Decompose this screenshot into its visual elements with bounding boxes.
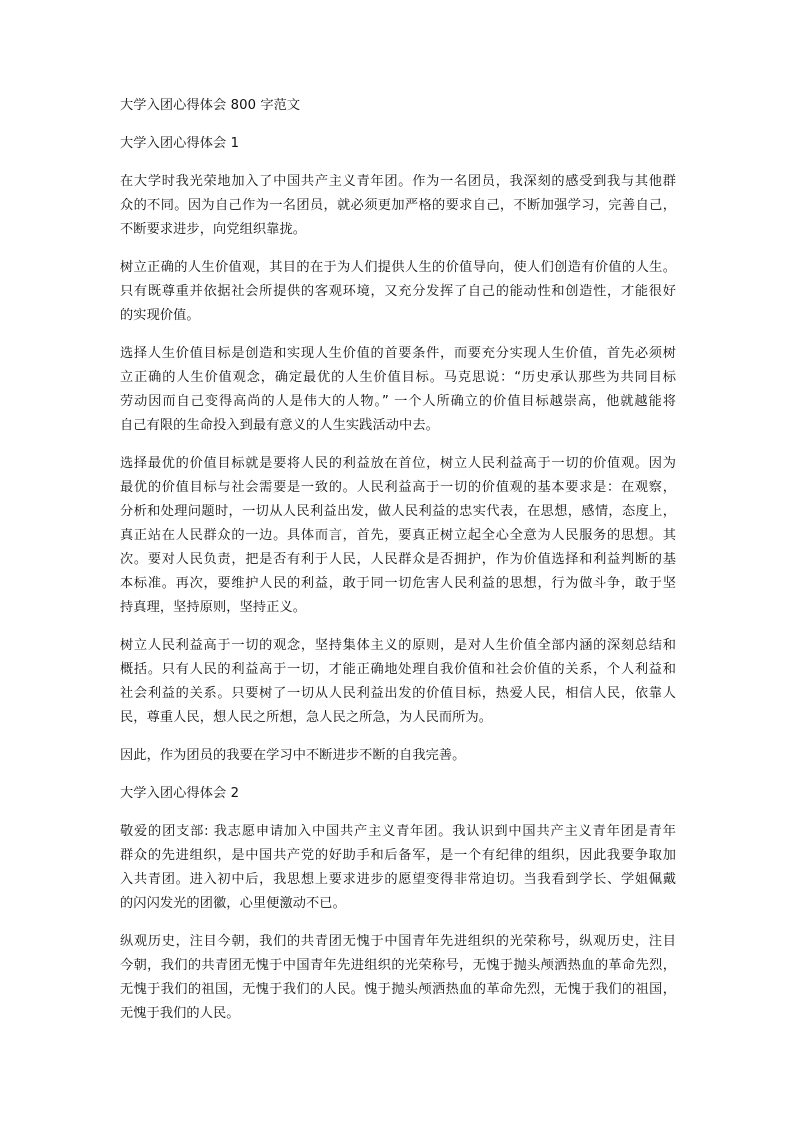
section-heading: 大学入团心得体会 2 xyxy=(120,786,240,801)
paragraph xyxy=(120,634,676,730)
text-line: 只有既尊重并依据社会所提供的客观环境，又充分发挥了自己的能动性和创造性，才能很好 xyxy=(120,284,676,299)
text-line: 真正站在人民群众的一边。具体而言，首先，要真正树立起全心全意为人民服务的思想。其 xyxy=(120,528,676,543)
text-line: 无愧于我们的人民。 xyxy=(120,1006,240,1021)
document-title: 大学入团心得体会 800 字范文 xyxy=(120,98,301,113)
text-line: 众的不同。因为自己作为一名团员，就必须更加严格的要求自己，不断加强学习，完善自己， xyxy=(120,198,676,213)
text-line: 树立人民利益高于一切的观念，坚持集体主义的原则，是对人生价值全部内涵的深刻总结和 xyxy=(120,638,676,653)
text-line: 选择最优的价值目标就是要将人民的利益放在首位，树立人民利益高于一切的价值观。因为 xyxy=(120,456,676,471)
text-line: 自己有限的生命投入到最有意义的人生实践活动中去。 xyxy=(120,418,439,433)
paragraph xyxy=(120,170,676,242)
text-line: 群众的先进组织，是中国共产党的好助手和后备军，是一个有纪律的组织，因此我要争取加 xyxy=(120,848,676,863)
text-line: 敬爱的团支部: 我志愿申请加入中国共产主义青年团。我认识到中国共产主义青年团是青年 xyxy=(120,824,676,839)
text-line: 分析和处理问题时，一切从人民利益出发，做人民利益的忠实代表，在思想，感情，态度上， xyxy=(120,504,676,519)
text-line: 入共青团。进入初中后，我思想上要求进步的愿望变得非常迫切。当我看到学长、学姐佩戴 xyxy=(120,872,676,887)
text-line: 民，尊重人民，想人民之所想，急人民之所急，为人民而所为。 xyxy=(120,710,493,725)
paragraph xyxy=(120,744,676,768)
text-line: 不断要求进步，向党组织靠拢。 xyxy=(120,222,307,237)
text-line: 今朝，我们的共青团无愧于中国青年先进组织的光荣称号，无愧于抛头颅洒热血的革命先烈， xyxy=(120,958,676,973)
paragraph xyxy=(120,930,676,1026)
text-line: 无愧于我们的祖国，无愧于我们的人民。愧于抛头颅洒热血的革命先烈，无愧于我们的祖国， xyxy=(120,982,676,997)
document-page xyxy=(120,94,676,1026)
text-line: 最优的价值目标与社会需要是一致的。人民利益高于一切的价值观的基本要求是：在观察， xyxy=(120,480,676,495)
paragraph xyxy=(120,342,676,438)
text-line: 劳动因而自己变得高尚的人是伟大的人物。” 一个人所确立的价值目标越崇高，他就越能将 xyxy=(120,394,676,409)
paragraph xyxy=(120,256,676,328)
text-line: 立正确的人生价值观念，确定最优的人生价值目标。马克思说：“历史承认那些为共同目标 xyxy=(120,370,676,385)
section-heading: 大学入团心得体会 1 xyxy=(120,136,240,151)
text-line: 树立正确的人生价值观，其目的在于为人们提供人生的价值导向，使人们创造有价值的人生。 xyxy=(120,260,676,275)
text-line: 的实现价值。 xyxy=(120,308,200,323)
text-line: 纵观历史，注目今朝，我们的共青团无愧于中国青年先进组织的光荣称号，纵观历史，注目 xyxy=(120,934,676,949)
text-line: 本标准。再次，要维护人民的利益，敢于同一切危害人民利益的思想，行为做斗争，敢于坚 xyxy=(120,576,676,591)
text-line: 持真理，坚持原则，坚持正义。 xyxy=(120,600,307,615)
text-line: 在大学时我光荣地加入了中国共产主义青年团。作为一名团员，我深刻的感受到我与其他群 xyxy=(120,174,676,189)
text-line: 的闪闪发光的团徽，心里便激动不已。 xyxy=(120,896,346,911)
text-line: 概括。只有人民的利益高于一切，才能正确地处理自我价值和社会价值的关系，个人利益和 xyxy=(120,662,676,677)
paragraph xyxy=(120,452,676,620)
text-line: 选择人生价值目标是创造和实现人生价值的首要条件，而要充分实现人生价值，首先必须树 xyxy=(120,346,676,361)
paragraph xyxy=(120,820,676,916)
text-line: 次。要对人民负责，把是否有利于人民，人民群众是否拥护，作为价值选择和利益判断的基 xyxy=(120,552,676,567)
text-line: 因此，作为团员的我要在学习中不断进步不断的自我完善。 xyxy=(120,748,466,763)
text-line: 社会利益的关系。只要树了一切从人民利益出发的价值目标，热爱人民，相信人民，依靠人 xyxy=(120,686,676,701)
